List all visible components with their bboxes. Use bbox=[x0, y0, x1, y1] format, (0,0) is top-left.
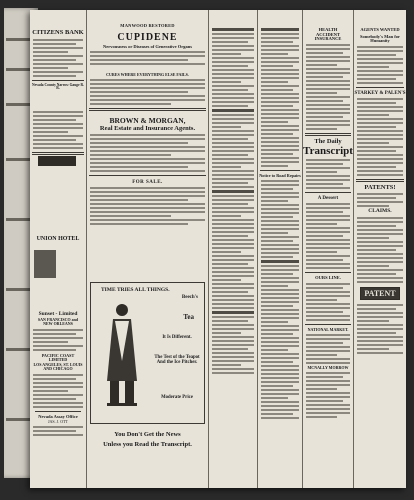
pacific-coast-heading: PACIFIC COAST LIMITED bbox=[41, 353, 75, 363]
patent-box: PATENT bbox=[360, 287, 400, 300]
market-heading: NATIONAL MARKET. bbox=[307, 326, 349, 332]
locomotive-illustration bbox=[38, 156, 76, 166]
firm-business: Real Estate and Insurance Agents. bbox=[99, 124, 196, 132]
daily-heading: The Daily bbox=[314, 137, 342, 145]
ad-test: The Test of the Teapot And the Ice Pitcher. bbox=[154, 355, 200, 366]
humanity-heading: Somebody's Man for Humanity bbox=[359, 33, 400, 43]
ad-price: Moderate Price bbox=[161, 395, 193, 400]
agents-wanted-heading: AGENTS WANTED bbox=[360, 27, 400, 32]
column-4 bbox=[258, 10, 303, 488]
masthead-subtitle: Nervousness or Diseases of Generative Organs bbox=[102, 43, 193, 49]
citizens-bank-heading: CITIZENS BANK bbox=[32, 29, 84, 36]
dessert-heading: A Dessert bbox=[317, 196, 339, 201]
no-line: NEW ORLEANS bbox=[43, 321, 73, 327]
sunset-limited-heading: Sunset - Limited bbox=[38, 311, 78, 317]
sf-line: SAN FRANCISCO and bbox=[37, 316, 79, 322]
accident-heading: ACCIDENT bbox=[315, 31, 340, 37]
masthead-tagline: CURES WHERE EVERYTHING ELSE FAILS. bbox=[106, 72, 189, 77]
masthead-name: CUPIDENE bbox=[117, 31, 178, 43]
la-line: LOS ANGELES, ST. LOUIS bbox=[33, 361, 83, 367]
column-5 bbox=[303, 10, 354, 488]
transcript-heading: Transcript bbox=[303, 145, 353, 157]
ad-tea: Tea bbox=[183, 313, 194, 321]
firm-name: BROWN & MORGAN, bbox=[109, 116, 186, 125]
road-repairs-heading: Notice to Road Repairs bbox=[259, 173, 301, 178]
for-sale-heading: FOR SALE. bbox=[132, 180, 163, 185]
column-6 bbox=[354, 10, 406, 488]
transcript-footer-ad bbox=[90, 430, 205, 451]
union-hotel-heading: UNION HOTEL bbox=[36, 236, 80, 242]
hotel-portrait bbox=[34, 250, 56, 278]
patents-heading: PATENTS! bbox=[364, 183, 396, 191]
claims-heading: CLAIMS. bbox=[368, 208, 392, 214]
railroad-heading: Nevada County Narrow Gauge R. R. bbox=[32, 82, 84, 91]
column-3 bbox=[209, 10, 258, 488]
insurance-heading: INSURANCE bbox=[314, 36, 342, 41]
health-heading: HEALTH bbox=[318, 27, 338, 32]
column-1 bbox=[30, 10, 87, 488]
tea-advertisement bbox=[90, 282, 205, 424]
assay-name: JAS. J. OTT bbox=[47, 418, 68, 424]
ad-time-tries: TIME TRIES ALL THINGS. bbox=[101, 287, 170, 293]
column-2 bbox=[87, 10, 209, 488]
newspaper-page bbox=[30, 10, 406, 488]
ad-brand: Beech's bbox=[181, 295, 198, 300]
masthead-top: MANWOOD RESTORED bbox=[120, 23, 175, 28]
footer-line-2: Unless you Read the Transcript. bbox=[103, 441, 192, 449]
starkey-heading: STARKEY & PALEN'S bbox=[354, 90, 406, 96]
mcnally-heading: MCNALLY MORROW bbox=[307, 364, 349, 370]
chi-line: AND CHICAGO bbox=[43, 366, 73, 372]
footer-line-1: You Don't Get the News bbox=[114, 431, 181, 438]
ad-different: It Is Different. bbox=[162, 335, 192, 340]
ours-line-heading: OURS LINE. bbox=[315, 275, 341, 280]
standing-figure-illustration bbox=[101, 301, 143, 411]
assay-office-heading: Nevada Assay Office bbox=[38, 414, 78, 420]
